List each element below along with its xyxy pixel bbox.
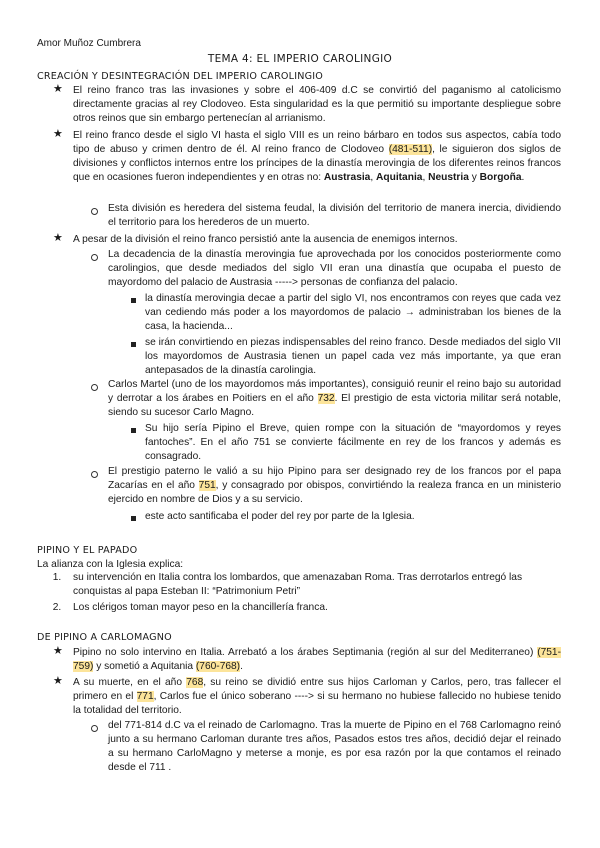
paragraph-pipino-breve: Su hijo sería Pipino el Breve, quien rompe con la situación de “mayordomos y reyes fantoches”. En el año 751 se convierte fácilmente en rey de los francos y además es consagrado. bbox=[145, 423, 561, 462]
list-number: 2. bbox=[52, 602, 62, 613]
highlight-date: (751-759) bbox=[73, 647, 561, 672]
highlight-date: (481-511) bbox=[388, 143, 433, 155]
section-heading-creacion: CREACIÓN Y DESINTEGRACIÓN DEL IMPERIO CAROLINGIO bbox=[37, 71, 324, 82]
highlight-date: 732 bbox=[317, 392, 335, 404]
square-bullet-icon bbox=[131, 516, 136, 521]
paragraph-merovingia-decae: la dinastía merovingia decae a partir del siglo VI, nos encontramos con reyes que cada vez van cediendo más poder a los mayordomos de palacio → administraban los bienes de la casa, la hacienda... bbox=[145, 293, 561, 332]
star-bullet-icon: ★ bbox=[53, 675, 63, 687]
highlight-date: (760-768) bbox=[195, 660, 241, 672]
circle-bullet-icon bbox=[91, 254, 98, 261]
circle-bullet-icon bbox=[91, 208, 98, 215]
paragraph-prestigio-paterno: El prestigio paterno le valió a su hijo Pipino para ser designado rey de los francos por el papa Zacarías en el año 751, y consagrado por obispos, convirtiéndo la realeza franca en un ministerio ejercido en nombre de Dios y a su servicio. bbox=[108, 466, 561, 505]
paragraph-carlos-martel: Carlos Martel (uno de los mayordomos más importantes), consiguió reunir el reino bajo su autoridad y derrotar a los árabes en Poitiers en el año 732. El prestigio de esta victoria militar será notable, siendo su sucesor Carlo Magno. bbox=[108, 379, 561, 418]
list-number: 1. bbox=[52, 572, 62, 583]
paragraph-reinado-carlomagno: del 771-814 d.C va el reinado de Carlomagno. Tras la muerte de Pipino en el 768 Carlomagno reinó junto a su hermano Carloman durante tres años, Pasados estos tres años, decidió dejar el reinado a su hermano CarloMagno y meterse a monje, es por esa razón por la que contamos el reinado desde el 711 . bbox=[108, 720, 561, 773]
paragraph-santificaba: este acto santificaba el poder del rey por parte de la Iglesia. bbox=[145, 511, 415, 522]
paragraph-piezas-indispensables: se irán convirtiendo en piezas indispensables del reino franco. Desde mediados del siglo VII los mayordomos de Austrasia tienen un papel cada vez más importante, ya que eran antepasados de la dinastía carolingia. bbox=[145, 337, 561, 376]
paragraph-division-feudal: Esta división es heredera del sistema feudal, la división del territorio de manera inercia, dividiendo el territorio para los herederos de un muerto. bbox=[108, 203, 561, 228]
paragraph-muerte-pipino: A su muerte, en el año 768, su reino se dividió entre sus hijos Carloman y Carlos, pero, tras fallecer el primero en el 771, Carlos fue el único soberano ----> si su hermano no hubiese fallecido no hubiese tenido la totalidad del territorio. bbox=[73, 677, 561, 716]
star-bullet-icon: ★ bbox=[53, 645, 63, 657]
section-heading-carlomagno: DE PIPINO A CARLOMAGNO bbox=[37, 632, 172, 643]
star-bullet-icon: ★ bbox=[53, 232, 63, 244]
author-name: Amor Muñoz Cumbrera bbox=[37, 38, 141, 49]
paragraph-conversion: El reino franco tras las invasiones y sobre el 406-409 d.C se convirtió del paganismo al catolicismo directamente gracias al rey Clodoveo. Esta singularidad es la que permitió su importante despliegue sobre otros reinos que sin embargo pertenecían al arrianismo. bbox=[73, 85, 561, 124]
circle-bullet-icon bbox=[91, 471, 98, 478]
highlight-date: 771 bbox=[136, 690, 154, 702]
paragraph-persistencia: A pesar de la división el reino franco persistió ante la ausencia de enemigos internos. bbox=[73, 234, 458, 245]
star-bullet-icon: ★ bbox=[53, 128, 63, 140]
circle-bullet-icon bbox=[91, 384, 98, 391]
square-bullet-icon bbox=[131, 428, 136, 433]
circle-bullet-icon bbox=[91, 725, 98, 732]
square-bullet-icon bbox=[131, 298, 136, 303]
star-bullet-icon: ★ bbox=[53, 83, 63, 95]
highlight-date: 751 bbox=[198, 479, 216, 491]
list-item-intervencion: su intervención en Italia contra los lombardos, que amenazaban Roma. Tras derrotarlos entregó las conquistas al papa Esteban II: “Patrimonium Petri” bbox=[73, 572, 523, 597]
paragraph-reino-franco: El reino franco desde el siglo VI hasta el siglo VIII es un reino bárbaro en todos sus aspectos, cabía todo tipo de abuso y crimen dentro de él. Al reino franco de Clodoveo (481-511), le siguieron dos siglos de divisiones y conflictos internos entre los príncipes de la dinastía merovingia de los diferentes reinos francos que en ocasiones fueron independientes y en otras no: Austrasia, Aquitania, Neustria y Borgoña. bbox=[73, 130, 561, 183]
square-bullet-icon bbox=[131, 342, 136, 347]
paragraph-alianza: La alianza con la Iglesia explica: bbox=[37, 559, 184, 570]
paragraph-decadencia: La decadencia de la dinastía merovingia fue aprovechada por los conocidos posteriormente como carolingios, que desde mediados del siglo VII eran una dinastía que ocupaba el puesto de mayordomo del palacio de Austrasia -----> personas de confianza del palacio. bbox=[108, 249, 561, 288]
list-item-clerigos: Los clérigos toman mayor peso en la chancillería franca. bbox=[73, 602, 328, 613]
page-title: TEMA 4: EL IMPERIO CAROLINGIO bbox=[207, 53, 393, 65]
paragraph-septimania: Pipino no solo intervino en Italia. Arrebató a los árabes Septimania (región al sur del Mediterraneo) (751-759) y sometió a Aquitania (760-768). bbox=[73, 647, 561, 672]
section-heading-papado: PIPINO Y EL PAPADO bbox=[37, 545, 138, 556]
highlight-date: 768 bbox=[186, 677, 204, 688]
